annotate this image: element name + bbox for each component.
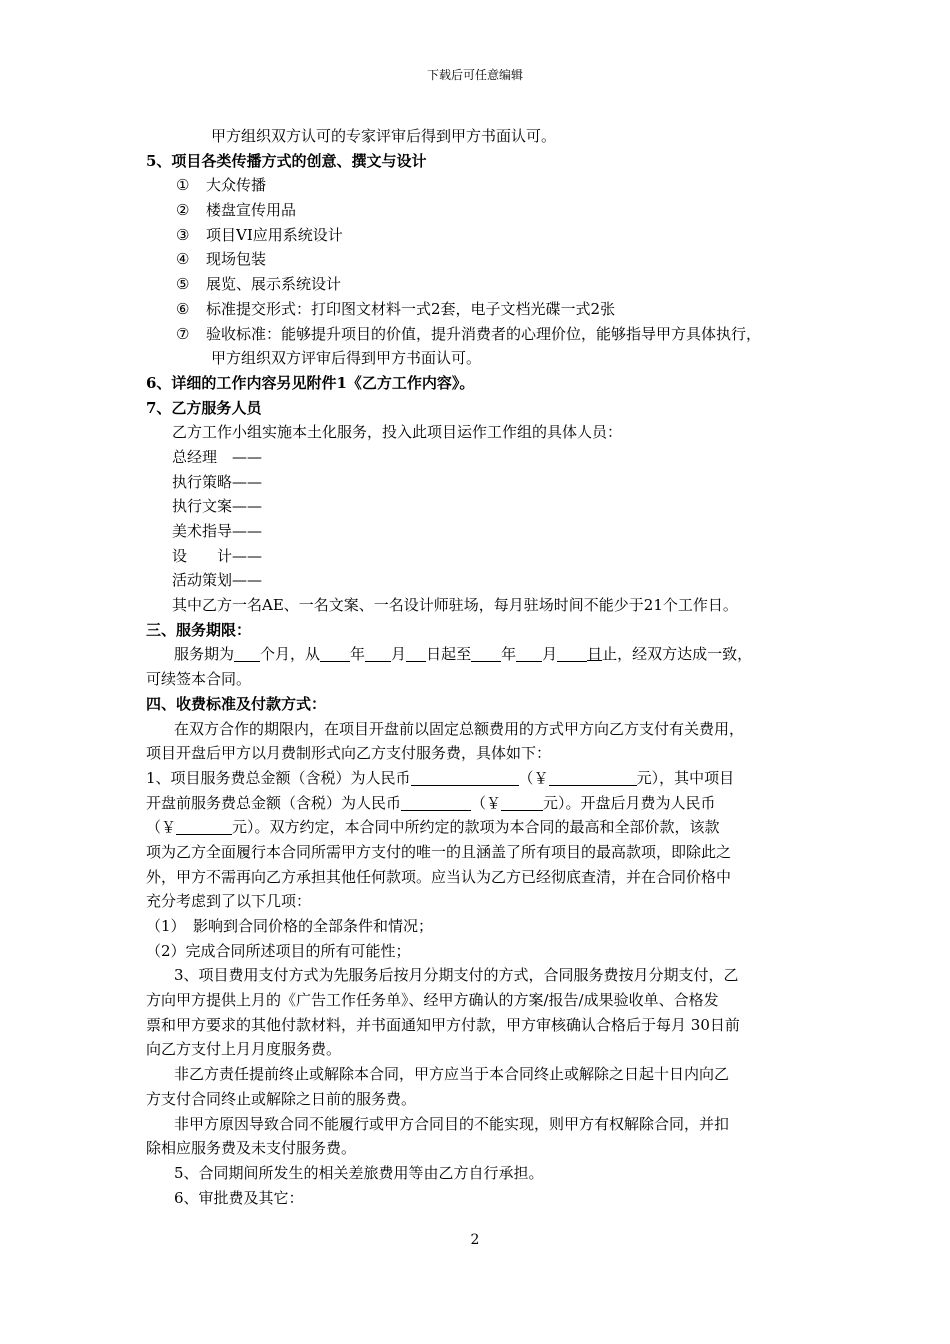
- fill-blank[interactable]: [501, 794, 543, 811]
- paragraph: 其中乙方一名AE、一名文案、一名设计师驻场，每月驻场时间不能少于21个工作日。: [172, 596, 738, 615]
- paragraph: 票和甲方要求的其他付款材料，并书面通知甲方付款，甲方审核确认合格后于每月 30日前: [146, 1015, 740, 1034]
- list-item-text: 展览、展示系统设计: [206, 275, 342, 294]
- staff-role: 总经理 ——: [172, 447, 263, 466]
- list-item: [146, 297, 816, 322]
- paragraph: 非乙方责任提前终止或解除本合同，甲方应当于本合同终止或解除之日起十日内向乙: [174, 1065, 730, 1084]
- staff-role: 设 计——: [172, 546, 263, 565]
- text-run: （￥: [518, 768, 549, 787]
- text-run: 1、项目服务费总金额（含税）为人民币: [146, 768, 411, 787]
- text-run: 。双方约定，本合同中所约定的款项为本合同的最高和全部价款，该款: [254, 818, 720, 837]
- fee-line: [146, 766, 816, 791]
- list-item: [146, 173, 816, 198]
- fill-blank[interactable]: [234, 645, 260, 662]
- fill-blank[interactable]: [549, 769, 637, 786]
- list-item-text: 楼盘宣传用品: [206, 201, 297, 220]
- fee-line: [146, 815, 816, 840]
- list-item: [146, 272, 816, 297]
- list-marker: ⑥: [176, 299, 190, 318]
- text-run: 开盘前服务费总金额（含税）为人民币: [146, 793, 402, 812]
- paragraph: 项目开盘后甲方以月费制形式向乙方支付服务费，具体如下：: [146, 744, 552, 763]
- fill-blank[interactable]: [557, 645, 587, 662]
- list-item: [146, 247, 816, 272]
- list-item: [146, 322, 816, 347]
- section-heading: 5、项目各类传播方式的创意、撰文与设计: [146, 151, 427, 170]
- paragraph: 甲方组织双方评审后得到甲方书面认可。: [211, 349, 482, 368]
- text-run: 月: [542, 645, 558, 664]
- paragraph: 除相应服务费及未支付服务费。: [146, 1139, 357, 1158]
- list-item-text: 验收标准：能够提升项目的价值，提升消费者的心理价位，能够指导甲方具体执行，: [206, 324, 762, 343]
- text-run: 个月，从: [260, 645, 321, 664]
- section-heading: 6、详细的工作内容另见附件1《乙方工作内容》。: [146, 373, 475, 392]
- text-run: 年: [350, 645, 366, 664]
- list-item-text: 现场包装: [206, 250, 267, 269]
- list-marker: ⑤: [176, 275, 190, 294]
- list-item: [146, 198, 816, 223]
- list-item: [146, 223, 816, 248]
- fill-blank[interactable]: [411, 769, 519, 786]
- paragraph: 5、合同期间所发生的相关差旅费用等由乙方自行承担。: [174, 1163, 544, 1182]
- text-run: 。开盘后月费为人民币: [565, 793, 716, 812]
- paragraph: 非甲方原因导致合同不能履行或甲方合同目的不能实现，则甲方有权解除合同，并扣: [174, 1114, 730, 1133]
- paragraph: 6、审批费及其它：: [174, 1188, 304, 1207]
- paragraph: 充分考虑到了以下几项：: [146, 892, 312, 911]
- paragraph: 可续签本合同。: [146, 670, 252, 689]
- paragraph: 在双方合作的期限内，在项目开盘前以固定总额费用的方式甲方向乙方支付有关费用，: [174, 719, 745, 738]
- paragraph: 乙方工作小组实施本土化服务，投入此项目运作工作组的具体人员：: [172, 423, 623, 442]
- text-run: 月: [391, 645, 407, 664]
- paragraph: （2）完成合同所述项目的所有可能性；: [146, 941, 411, 960]
- fill-blank[interactable]: [365, 645, 391, 662]
- paragraph: 外，甲方不需再向乙方承担其他任何款项。应当认为乙方已经彻底查清，并在合同价格中: [146, 867, 732, 886]
- paragraph: 甲方组织双方认可的专家评审后得到甲方书面认可。: [211, 127, 557, 145]
- staff-role: 执行文案——: [172, 497, 263, 516]
- text-run: 元）: [543, 793, 566, 812]
- fill-blank[interactable]: [406, 645, 426, 662]
- list-marker: ①: [176, 176, 190, 195]
- paragraph: 项为乙方全面履行本合同所需甲方支付的唯一的且涵盖了所有项目的最高款项，即除此之: [146, 842, 732, 861]
- service-period-line: [146, 642, 816, 667]
- paragraph: 3、项目费用支付方式为先服务后按月分期支付的方式，合同服务费按月分期支付，乙: [174, 966, 739, 985]
- paragraph: 向乙方支付上月月度服务费。: [146, 1040, 342, 1059]
- text-run: 服务期为: [174, 645, 235, 664]
- page-number: 2: [470, 1232, 480, 1248]
- text-run: （￥: [146, 818, 177, 837]
- staff-role: 活动策划——: [172, 571, 263, 590]
- list-item-text: 标准提交形式：打印图文材料一式2套，电子文档光碟一式2张: [206, 299, 616, 318]
- text-run: 日起至: [426, 645, 472, 664]
- text-run: 元）: [636, 768, 660, 787]
- text-run: ，其中项目: [659, 768, 735, 787]
- staff-role: 执行策略——: [172, 472, 263, 491]
- fill-blank[interactable]: [320, 645, 350, 662]
- fee-line: [146, 791, 816, 816]
- fill-blank[interactable]: [516, 645, 542, 662]
- fill-blank[interactable]: [401, 794, 471, 811]
- text-run: 日: [587, 645, 603, 664]
- staff-role: 美术指导——: [172, 522, 263, 540]
- text-run: 止，经双方达成一致，: [602, 645, 753, 664]
- fill-blank[interactable]: [176, 818, 232, 835]
- text-run: （￥: [471, 793, 502, 812]
- section-heading: 7、乙方服务人员: [146, 398, 262, 417]
- section-heading: 三、服务期限：: [146, 620, 252, 639]
- document-body: [146, 124, 816, 1210]
- section-heading: 四、收费标准及付款方式：: [146, 694, 327, 713]
- list-marker: ④: [176, 250, 190, 269]
- list-item-text: 大众传播: [206, 176, 267, 195]
- list-marker: ②: [176, 201, 190, 220]
- paragraph: 方向甲方提供上月的《广告工作任务单》、经甲方确认的方案/报告/成果验收单、合格发: [146, 991, 719, 1010]
- list-marker: ⑦: [176, 324, 190, 343]
- text-run: 年: [501, 645, 517, 664]
- page-header: 下载后可任意编辑: [426, 68, 523, 82]
- fill-blank[interactable]: [471, 645, 501, 662]
- list-marker: ③: [176, 225, 190, 244]
- text-run: 元）: [232, 818, 255, 837]
- paragraph: 方支付合同终止或解除之日前的服务费。: [146, 1089, 417, 1108]
- paragraph: （1） 影响到合同价格的全部条件和情况；: [146, 917, 434, 935]
- list-item-text: 项目VI应用系统设计: [206, 225, 343, 244]
